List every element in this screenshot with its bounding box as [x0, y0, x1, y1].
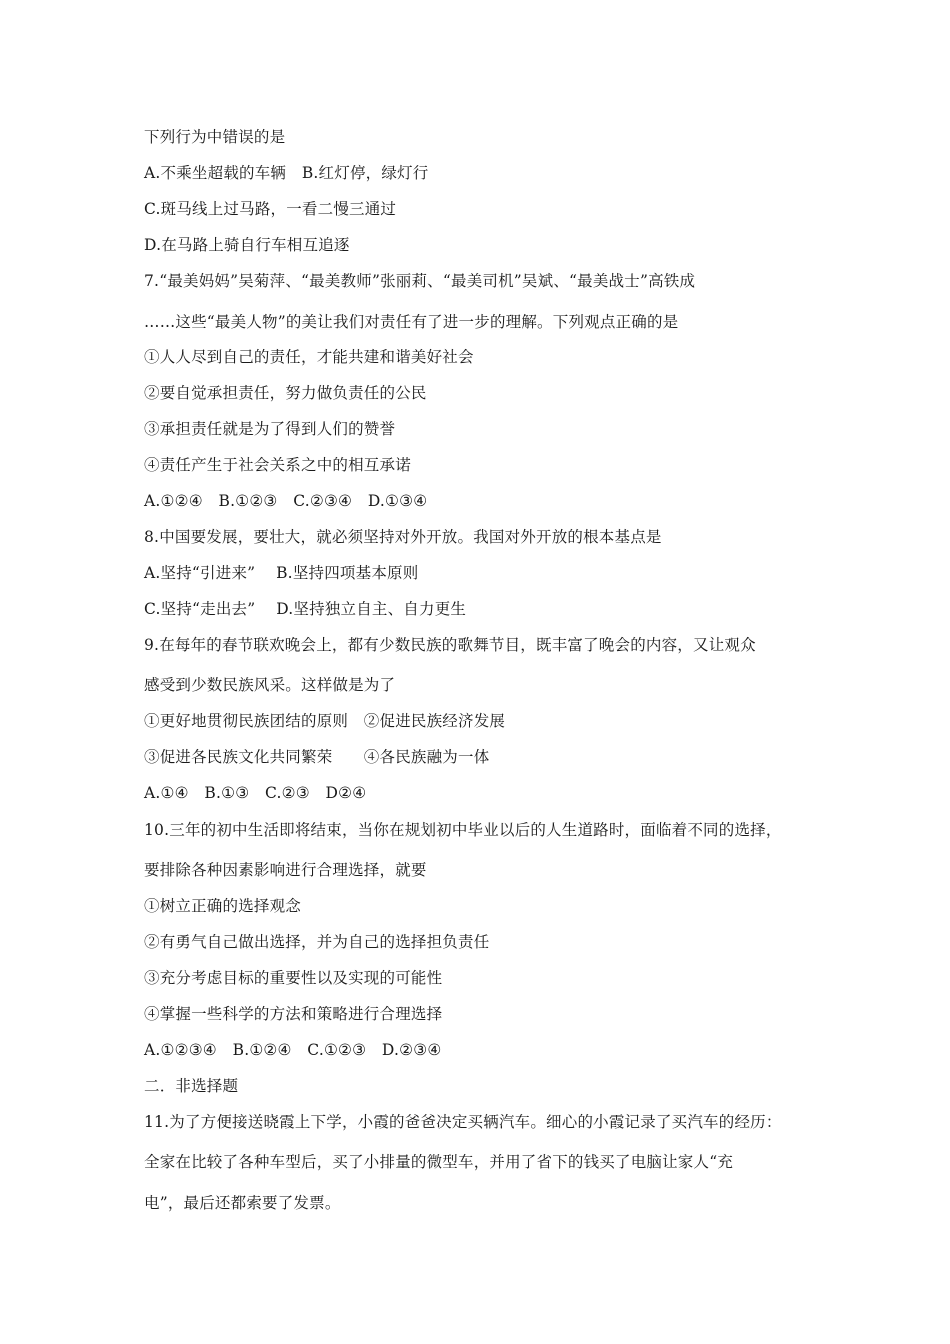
text-line-q6-option-d: D.在马路上骑自行车相互追逐: [144, 236, 350, 254]
text-line-q9-stem-2: 感受到少数民族风采。这样做是为了: [144, 676, 396, 694]
text-line-q10-item-2: ②有勇气自己做出选择，并为自己的选择担负责任: [144, 933, 490, 951]
text-line-q11-stem-1: 11.为了方便接送晓霞上下学，小霞的爸爸决定买辆汽车。细心的小霞记录了买汽车的经历：: [144, 1113, 782, 1131]
text-line-q9-options: A.①④ B.①③ C.②③ D②④: [144, 784, 367, 802]
text-line-q6-option-ab: A.不乘坐超载的车辆 B.红灯停，绿灯行: [144, 164, 429, 182]
text-line-q7-options: A.①②④ B.①②③ C.②③④ D.①③④: [144, 492, 428, 510]
text-line-q7-item-3: ③承担责任就是为了得到人们的赞誉: [144, 420, 396, 438]
text-line-q7-item-4: ④责任产生于社会关系之中的相互承诺: [144, 456, 411, 474]
text-line-q7-item-2: ②要自觉承担责任，努力做负责任的公民: [144, 384, 427, 402]
text-line-q9-stem-1: 9.在每年的春节联欢晚会上，都有少数民族的歌舞节目，既丰富了晚会的内容，又让观众: [144, 636, 756, 654]
text-line-q8-option-cd: C.坚持“走出去” D.坚持独立自主、自力更生: [144, 600, 467, 618]
text-line-q7-stem-1: 7.“最美妈妈”吴菊萍、“最美教师”张丽莉、“最美司机”吴斌、“最美战士”高铁成: [144, 272, 696, 290]
text-line-q9-items-12: ①更好地贯彻民族团结的原则 ②促进民族经济发展: [144, 712, 506, 730]
text-line-q7-stem-2: ……这些“最美人物”的美让我们对责任有了进一步的理解。下列观点正确的是: [144, 313, 679, 331]
text-line-q10-stem-1: 10.三年的初中生活即将结束，当你在规划初中毕业以后的人生道路时，面临着不同的选择，: [144, 821, 782, 839]
text-line-q10-item-3: ③充分考虑目标的重要性以及实现的可能性: [144, 969, 443, 987]
text-line-q11-stem-3: 电”，最后还都索要了发票。: [144, 1194, 341, 1212]
text-line-q11-stem-2: 全家在比较了各种车型后，买了小排量的微型车，并用了省下的钱买了电脑让家人“充: [144, 1153, 734, 1171]
text-line-q10-item-4: ④掌握一些科学的方法和策略进行合理选择: [144, 1005, 443, 1023]
text-line-q10-stem-2: 要排除各种因素影响进行合理选择，就要: [144, 861, 427, 879]
text-line-q6-option-c: C.斑马线上过马路，一看二慢三通过: [144, 200, 397, 218]
text-line-q10-item-1: ①树立正确的选择观念: [144, 897, 302, 915]
section-heading-non-choice: 二．非选择题: [144, 1077, 239, 1095]
text-line-q7-item-1: ①人人尽到自己的责任，才能共建和谐美好社会: [144, 348, 474, 366]
text-line-q9-items-34: ③促进各民族文化共同繁荣 ④各民族融为一体: [144, 748, 490, 766]
text-line-q10-options: A.①②③④ B.①②④ C.①②③ D.②③④: [144, 1041, 442, 1059]
text-line-q6-stem: 下列行为中错误的是: [144, 128, 286, 146]
text-line-q8-stem: 8.中国要发展，要壮大，就必须坚持对外开放。我国对外开放的根本基点是: [144, 528, 662, 546]
text-line-q8-option-ab: A.坚持“引进来” B.坚持四项基本原则: [144, 564, 419, 582]
